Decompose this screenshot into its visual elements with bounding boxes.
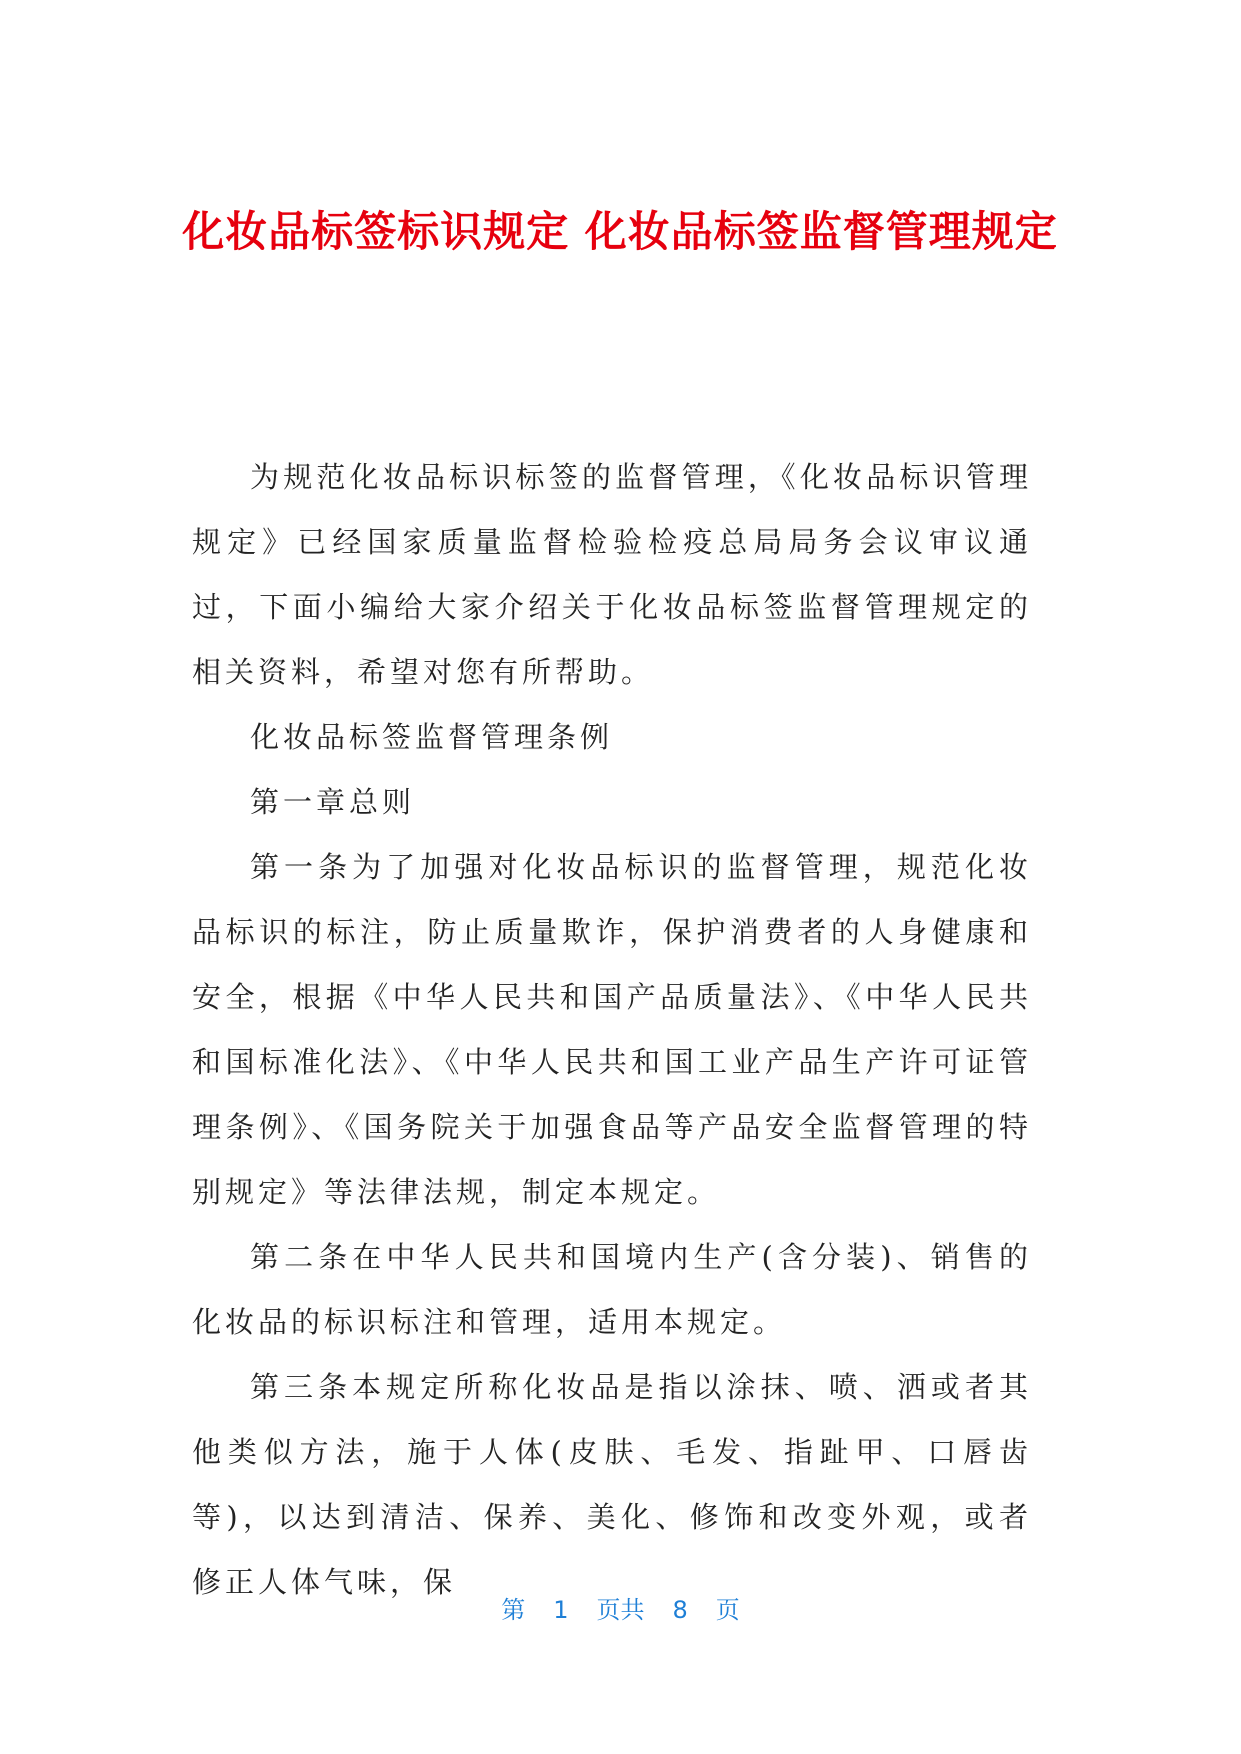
footer-prefix: 第 [501,1596,526,1624]
paragraph-article-3: 第三条本规定所称化妆品是指以涂抹、喷、洒或者其他类似方法，施于人体(皮肤、毛发、指趾甲、口唇齿等)，以达到清洁、保养、美化、修饰和改变外观，或者修正人体气味，保 [192,1370,1032,1599]
page-footer [0,1595,1241,1625]
footer-page-number: 1 [553,1596,569,1624]
paragraph-chapter-heading: 第一章总则 [250,785,416,819]
footer-middle: 页共 [596,1596,645,1624]
footer-suffix: 页 [715,1596,740,1624]
paragraph-regulation-title: 化妆品标签监督管理条例 [250,720,614,754]
paragraph-article-1: 第一条为了加强对化妆品标识的监督管理，规范化妆品标识的标注，防止质量欺诈，保护消费者的人身健康和安全，根据《中华人民共和国产品质量法》、《中华人民共和国标准化法》、《中华人民共和国工业产品生产许可证管理条例》、《国务院关于加强食品等产品安全监督管理的特别规定》等法律法规，制定本规定。 [192,850,1032,1209]
paragraph-intro: 为规范化妆品标识标签的监督管理，《化妆品标识管理规定》已经国家质量监督检验检疫总局局务会议审议通过，下面小编给大家介绍关于化妆品标签监督管理规定的相关资料，希望对您有所帮助。 [192,460,1032,689]
paragraph-article-2: 第二条在中华人民共和国境内生产(含分装)、销售的化妆品的标识标注和管理，适用本规定。 [192,1240,1032,1339]
footer-total-pages: 8 [672,1596,688,1624]
document-title: 化妆品标签标识规定 化妆品标签监督管理规定 [182,207,1058,256]
document-body [192,445,1032,1615]
